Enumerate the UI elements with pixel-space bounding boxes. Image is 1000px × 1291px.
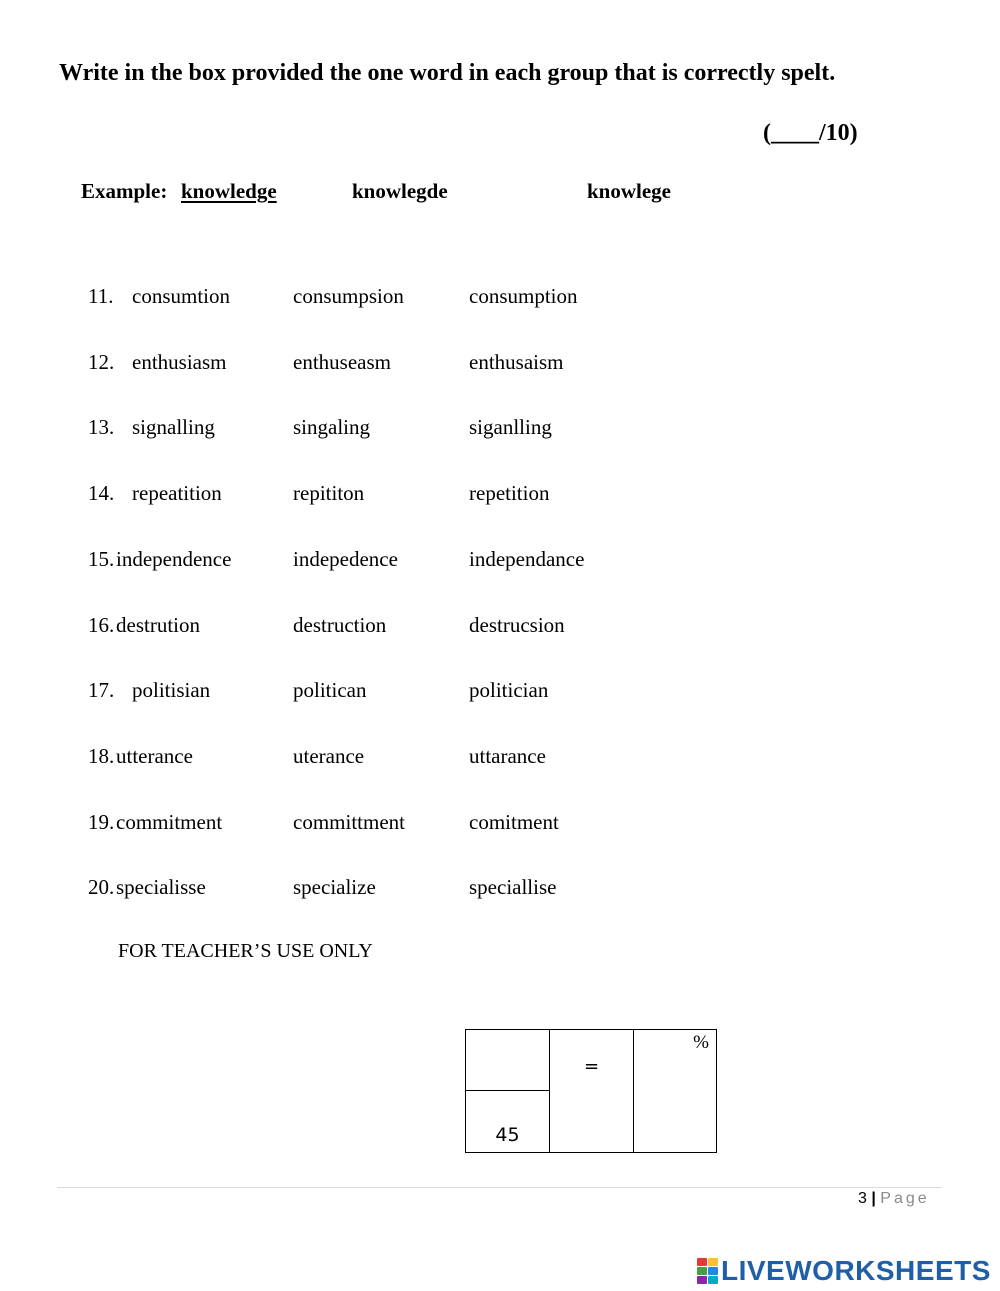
item-number: 15. <box>88 547 115 571</box>
item-number: 13. <box>88 415 115 439</box>
word-option-1: commitment <box>116 810 223 834</box>
brand-block <box>708 1258 718 1266</box>
brand-block <box>697 1258 707 1266</box>
word-option-2: specialize <box>293 875 376 899</box>
word-option-2: consumpsion <box>293 284 404 308</box>
item-number: 12. <box>88 350 115 374</box>
item-number: 19. <box>88 810 115 834</box>
score-table <box>465 1029 717 1153</box>
word-option-2: singaling <box>293 415 370 439</box>
page-number-value: 3 <box>858 1190 867 1207</box>
item-number: 14. <box>88 481 115 505</box>
word-option-3: comitment <box>469 810 559 834</box>
word-option-3: independance <box>469 547 585 571</box>
page-word: Page <box>880 1190 930 1207</box>
word-option-1: politisian <box>132 678 211 702</box>
teacher-use-label: FOR TEACHER’S USE ONLY <box>118 940 373 962</box>
word-option-2: politican <box>293 678 367 702</box>
word-option-1: repeatition <box>132 481 222 505</box>
score-total: (____/10) <box>763 120 858 146</box>
word-option-2: uterance <box>293 744 365 768</box>
example-option-2: knowlegde <box>352 179 448 203</box>
word-option-3: speciallise <box>469 875 557 899</box>
score-obtained-cell[interactable] <box>466 1030 550 1091</box>
brand-text: LIVEWORKSHEETS <box>721 1255 991 1286</box>
word-option-2: enthuseasm <box>293 350 391 374</box>
item-number: 16. <box>88 613 115 637</box>
word-option-3: destrucsion <box>469 613 565 637</box>
word-option-3: uttarance <box>469 744 546 768</box>
equals-cell: = <box>550 1030 634 1152</box>
instruction-heading: Write in the box provided the one word in each group that is correctly spelt. <box>59 60 836 86</box>
brand-block <box>697 1267 707 1275</box>
word-option-1: consumtion <box>132 284 230 308</box>
example-option-3: knowlege <box>587 179 671 203</box>
page-separator: | <box>871 1190 876 1207</box>
word-option-1: utterance <box>116 744 193 768</box>
word-option-3: enthusaism <box>469 350 564 374</box>
word-option-1: enthusiasm <box>132 350 227 374</box>
word-option-2: indepedence <box>293 547 398 571</box>
item-number: 17. <box>88 678 115 702</box>
word-option-3: siganlling <box>469 415 552 439</box>
item-number: 18. <box>88 744 115 768</box>
brand-block <box>708 1276 718 1284</box>
word-option-3: repetition <box>469 481 550 505</box>
word-option-3: consumption <box>469 284 578 308</box>
percent-cell[interactable]: % <box>693 1032 709 1053</box>
item-number: 11. <box>88 284 114 308</box>
word-option-1: signalling <box>132 415 215 439</box>
brand-block <box>708 1267 718 1275</box>
word-option-1: destrution <box>116 613 200 637</box>
word-option-1: independence <box>116 547 232 571</box>
word-option-1: specialisse <box>116 875 206 899</box>
word-option-2: committment <box>293 810 405 834</box>
item-number: 20. <box>88 875 115 899</box>
page-number <box>858 1190 930 1208</box>
word-option-2: repititon <box>293 481 365 505</box>
example-correct-word: knowledge <box>181 179 277 203</box>
brand-block <box>697 1276 707 1284</box>
word-option-3: politician <box>469 678 549 702</box>
example-label: Example: <box>81 179 168 203</box>
score-total-cell: 45 <box>466 1091 550 1153</box>
brand-blocks-icon <box>697 1258 718 1284</box>
word-option-2: destruction <box>293 613 387 637</box>
brand-logo <box>697 1255 991 1287</box>
footer-divider <box>57 1187 942 1188</box>
